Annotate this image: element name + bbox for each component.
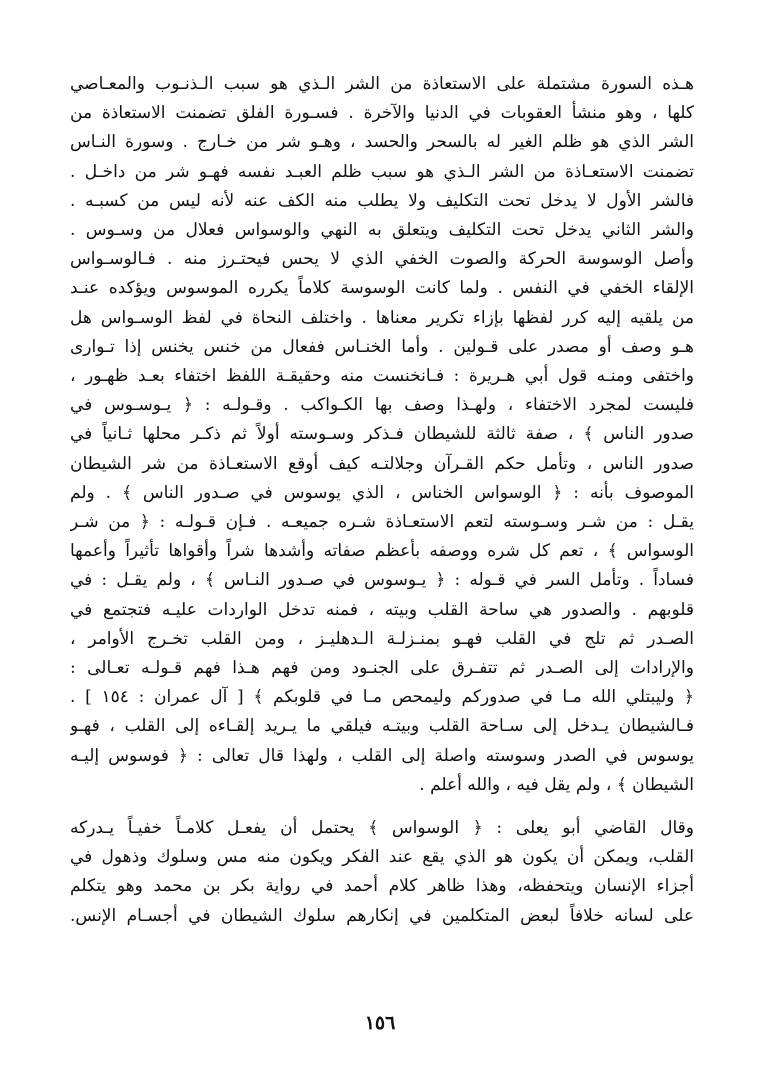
- text-line: الشيطان ﴾ ، ولم يقل فيه ، والله أعلم .: [419, 774, 694, 795]
- text-line: ﴿ وليبتلي الله مـا في صدوركم وليمحص مـا في قلوبكم ﴾ [ آل عمران : ١٥٤ ] .: [70, 687, 694, 708]
- text-line: فساداً . وتأمل السر في قـوله : ﴿ يـوسوس في صـدور النـاس ﴾ ، ولم يقـل : في: [70, 570, 694, 591]
- text-line: فـالشيطان يـدخل إلى سـاحة القلب وبيتـه فيلقي ما يـريد إلقـاءه إلى القلب ، فهـو: [70, 716, 694, 737]
- text-line: واختفى ومنـه قول أبي هـريرة : فـانخنست منه وحقيقـة اللفظ اختفاء بعـد ظهـور ،: [70, 366, 694, 387]
- text-line: الوسواس ﴾ ، تعم كل شره ووصفه بأعظم صفاته وأشدها شراً وأقواها تأثيراً وأعمها: [70, 541, 694, 562]
- text-line: تضمنت الاستعـاذة من الشر الـذي هو سبب ظلم العبـد نفسه فهـو شر من داخـل .: [70, 161, 694, 182]
- paragraph-main: [70, 70, 694, 800]
- text-line: يوسوس في الصدر وسوسته واصلة إلى القلب ، ولهذا قال تعالى : ﴿ فوسوس إليـه: [70, 745, 694, 766]
- text-line: أجزاء الإنسان ويتحفظه، وهذا ظاهر كلام أحمد في رواية بكر بن محمد وهو يتكلم: [70, 876, 694, 897]
- text-line: القلب، ويمكن أن يكون هو الذي يقع عند الفكر ويكون منه مس وسلوك وذهول في: [70, 847, 694, 868]
- text-line: هـذه السورة مشتملة على الاستعاذة من الشر الـذي هو سبب الـذنـوب والمعـاصي: [70, 74, 694, 94]
- text-line: من يلقيه إليه كرر لفظها بإزاء تكرير معناها . واختلف النحاة في لفظ الوسـواس هل: [70, 307, 694, 328]
- text-line: فليست لمجرد الاختفاء ، ولهـذا وصف بها الكـواكب . وقـولـه : ﴿ يـوسـوس في: [70, 395, 694, 416]
- text-line: يقـل : من شـر وسـوسته لتعم الاستعـاذة شـره جميعـه . فـإن قـولـه : ﴿ من شـر: [70, 512, 694, 533]
- text-line: صدور الناس ، وتأمل حكم القـرآن وجلالتـه كيف أوقع الاستعـاذة من شر الشيطان: [70, 453, 694, 474]
- page-number: ١٥٦: [364, 1012, 396, 1034]
- paragraph-quote-abu-yala: [70, 814, 694, 931]
- text-line: الصـدر ثم تلج في القلب فهـو بمنـزلـة الـدهليـز ، ومن القلب تخـرج الأوامر ،: [70, 628, 694, 649]
- text-line: الموصوف بأنه : ﴿ الوسواس الخناس ، الذي يوسوس في صـدور الناس ﴾ . ولم: [70, 482, 694, 503]
- text-line: الإلقاء الخفي في النفس . ولما كانت الوسوسة كلاماً يكرره الموسوس ويؤكده عنـد: [70, 278, 694, 299]
- text-line: الشر الذي هو ظلم الغير له بالسحر والحسد ، وهـو شر من خـارج . وسورة النـاس: [70, 132, 694, 153]
- text-line: والإرادات إلى الصـدر ثم تتفـرق على الجنـود ومن فهم هـذا فهم قـولـه تعـالى :: [70, 658, 694, 679]
- text-line: وقال القاضي أبو يعلى : ﴿ الوسواس ﴾ يحتمل أن يفعـل كلامـاً خفيـاً يـدركه: [70, 818, 694, 839]
- text-line: والشر الثاني يدخل تحت التكليف ويتعلق به النهي والوسواس فعلال من وسـوس .: [70, 220, 694, 241]
- text-line: صدور الناس ﴾ ، صفة ثالثة للشيطان فـذكر وسـوسته أولاً ثم ذكـر محلها ثـانياً في: [70, 424, 694, 445]
- text-line: كلها ، وهو منشأ العقوبات في الدنيا والآخرة . فسـورة الفلق تضمنت الاستعاذة من: [70, 103, 694, 124]
- text-line: على لسانه خلافاً لبعض المتكلمين في إنكارهم سلوك الشيطان في أجسـام الإنس.: [70, 905, 694, 926]
- text-line: هـو وصف أو مصدر على قـولين . وأما الخنـاس ففعال من خنس يخنس إذا تـوارى: [70, 336, 694, 357]
- text-line: فالشر الأول لا يدخل تحت التكليف ولا يطلب منه الكف عنه لأنه ليس من كسبـه .: [70, 190, 694, 211]
- text-line: قلوبهم . والصدور هي ساحة القلب وبيته ، فمنه تدخل الواردات عليـه فتجتمع في: [70, 599, 694, 620]
- text-line: وأصل الوسوسة الحركة والصوت الخفي الذي لا يحس فيحتـرز منه . فـالوسـواس: [70, 249, 694, 270]
